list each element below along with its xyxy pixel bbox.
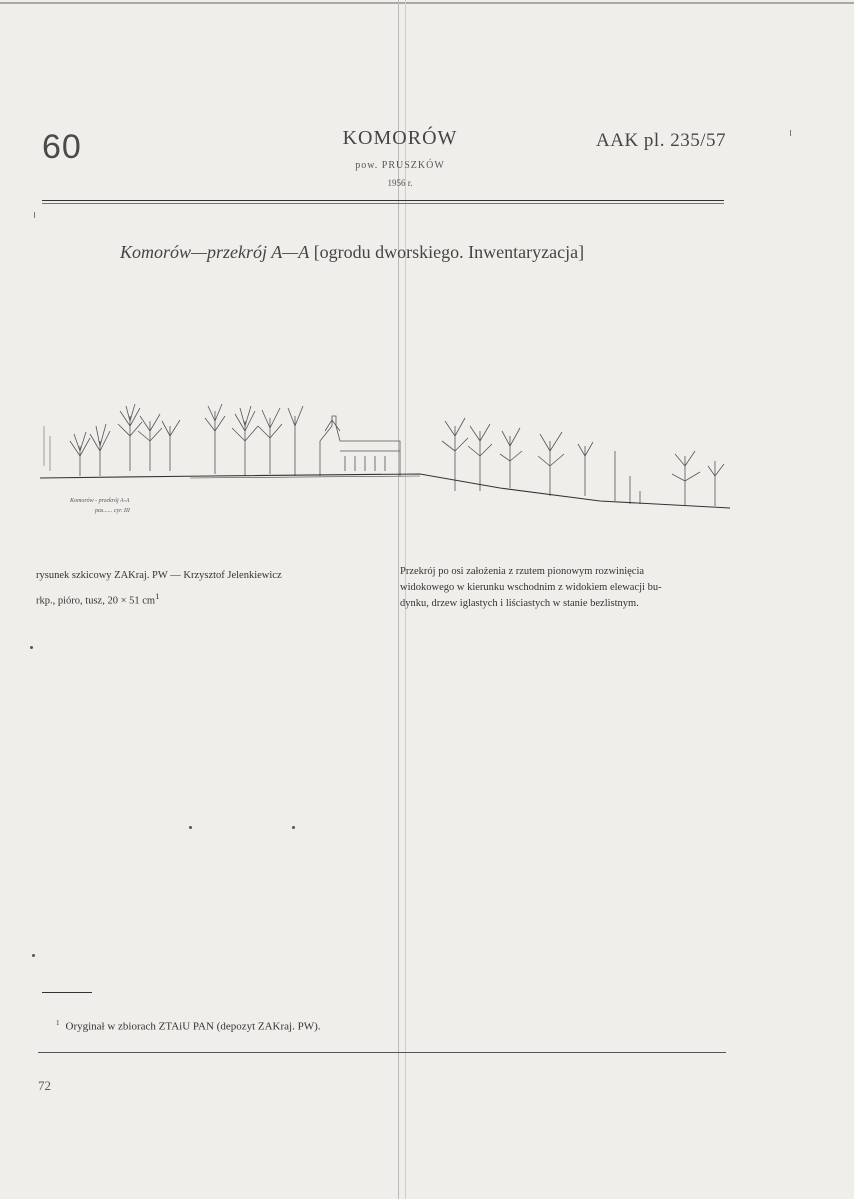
scan-speck [790,130,791,136]
entry-year: 1956 r. [387,178,413,188]
scan-speck [30,646,33,649]
scan-speck [34,212,35,218]
bottom-rule [38,1052,726,1053]
tree-drawings [40,404,730,508]
building-elevation [320,416,400,476]
footnote-text: Oryginał w zbiorach ZTAiU PAN (depozyt ZAKraj. PW). [65,1020,321,1033]
caption-left-line2 [36,586,366,612]
caption-left-technique: rkp., pióro, tusz, 20 × 51 cm [36,595,156,607]
footnote-mark: 1 [56,1019,60,1027]
scan-speck [292,826,295,829]
archive-signature: AAK pl. 235/57 [596,130,726,151]
scan-speck [32,954,35,957]
header-rule-thin [42,203,724,204]
footnote [56,1019,321,1033]
tree-group-right [442,418,724,506]
caption-left [36,566,366,612]
footnote-rule [42,992,92,993]
caption-right-line1: Przekrój po osi założenia z rzutem pionowym rozwinięcia [400,566,645,577]
caption-right-line2: widokowego w kierunku wschodnim z widokiem elewacji bu- [400,582,662,593]
top-edge-line [0,2,854,4]
drawing-title-italic: Komorów—przekrój A—A [120,242,310,262]
drawing-title [120,242,584,263]
tree-group-middle [205,404,303,476]
garden-section-sketch [40,396,730,526]
drawing-title-rest: [ogrodu dworskiego. Inwentaryzacja] [313,242,585,262]
header-rule [42,200,724,201]
county-name: pow. PRUSZKÓW [355,160,445,171]
sketch-inscription-line2: pas...... cyr. III [95,508,130,514]
caption-right [400,564,735,612]
tree-group-left [70,404,180,476]
scan-speck [189,826,192,829]
footnote-reference: 1 [155,591,160,601]
page-number: 72 [38,1078,51,1093]
catalogue-number: 60 [42,128,82,166]
place-name: KOMORÓW [342,127,458,149]
caption-left-line1: rysunek szkicowy ZAKraj. PW — Krzysztof Jelenkiewicz [36,570,282,581]
ground-line [40,474,730,508]
caption-right-line3: dynku, drzew iglastych i liściastych w stanie bezlistnym. [400,598,639,609]
sketch-inscription-line1: Komorów - przekrój A-A [70,498,130,504]
